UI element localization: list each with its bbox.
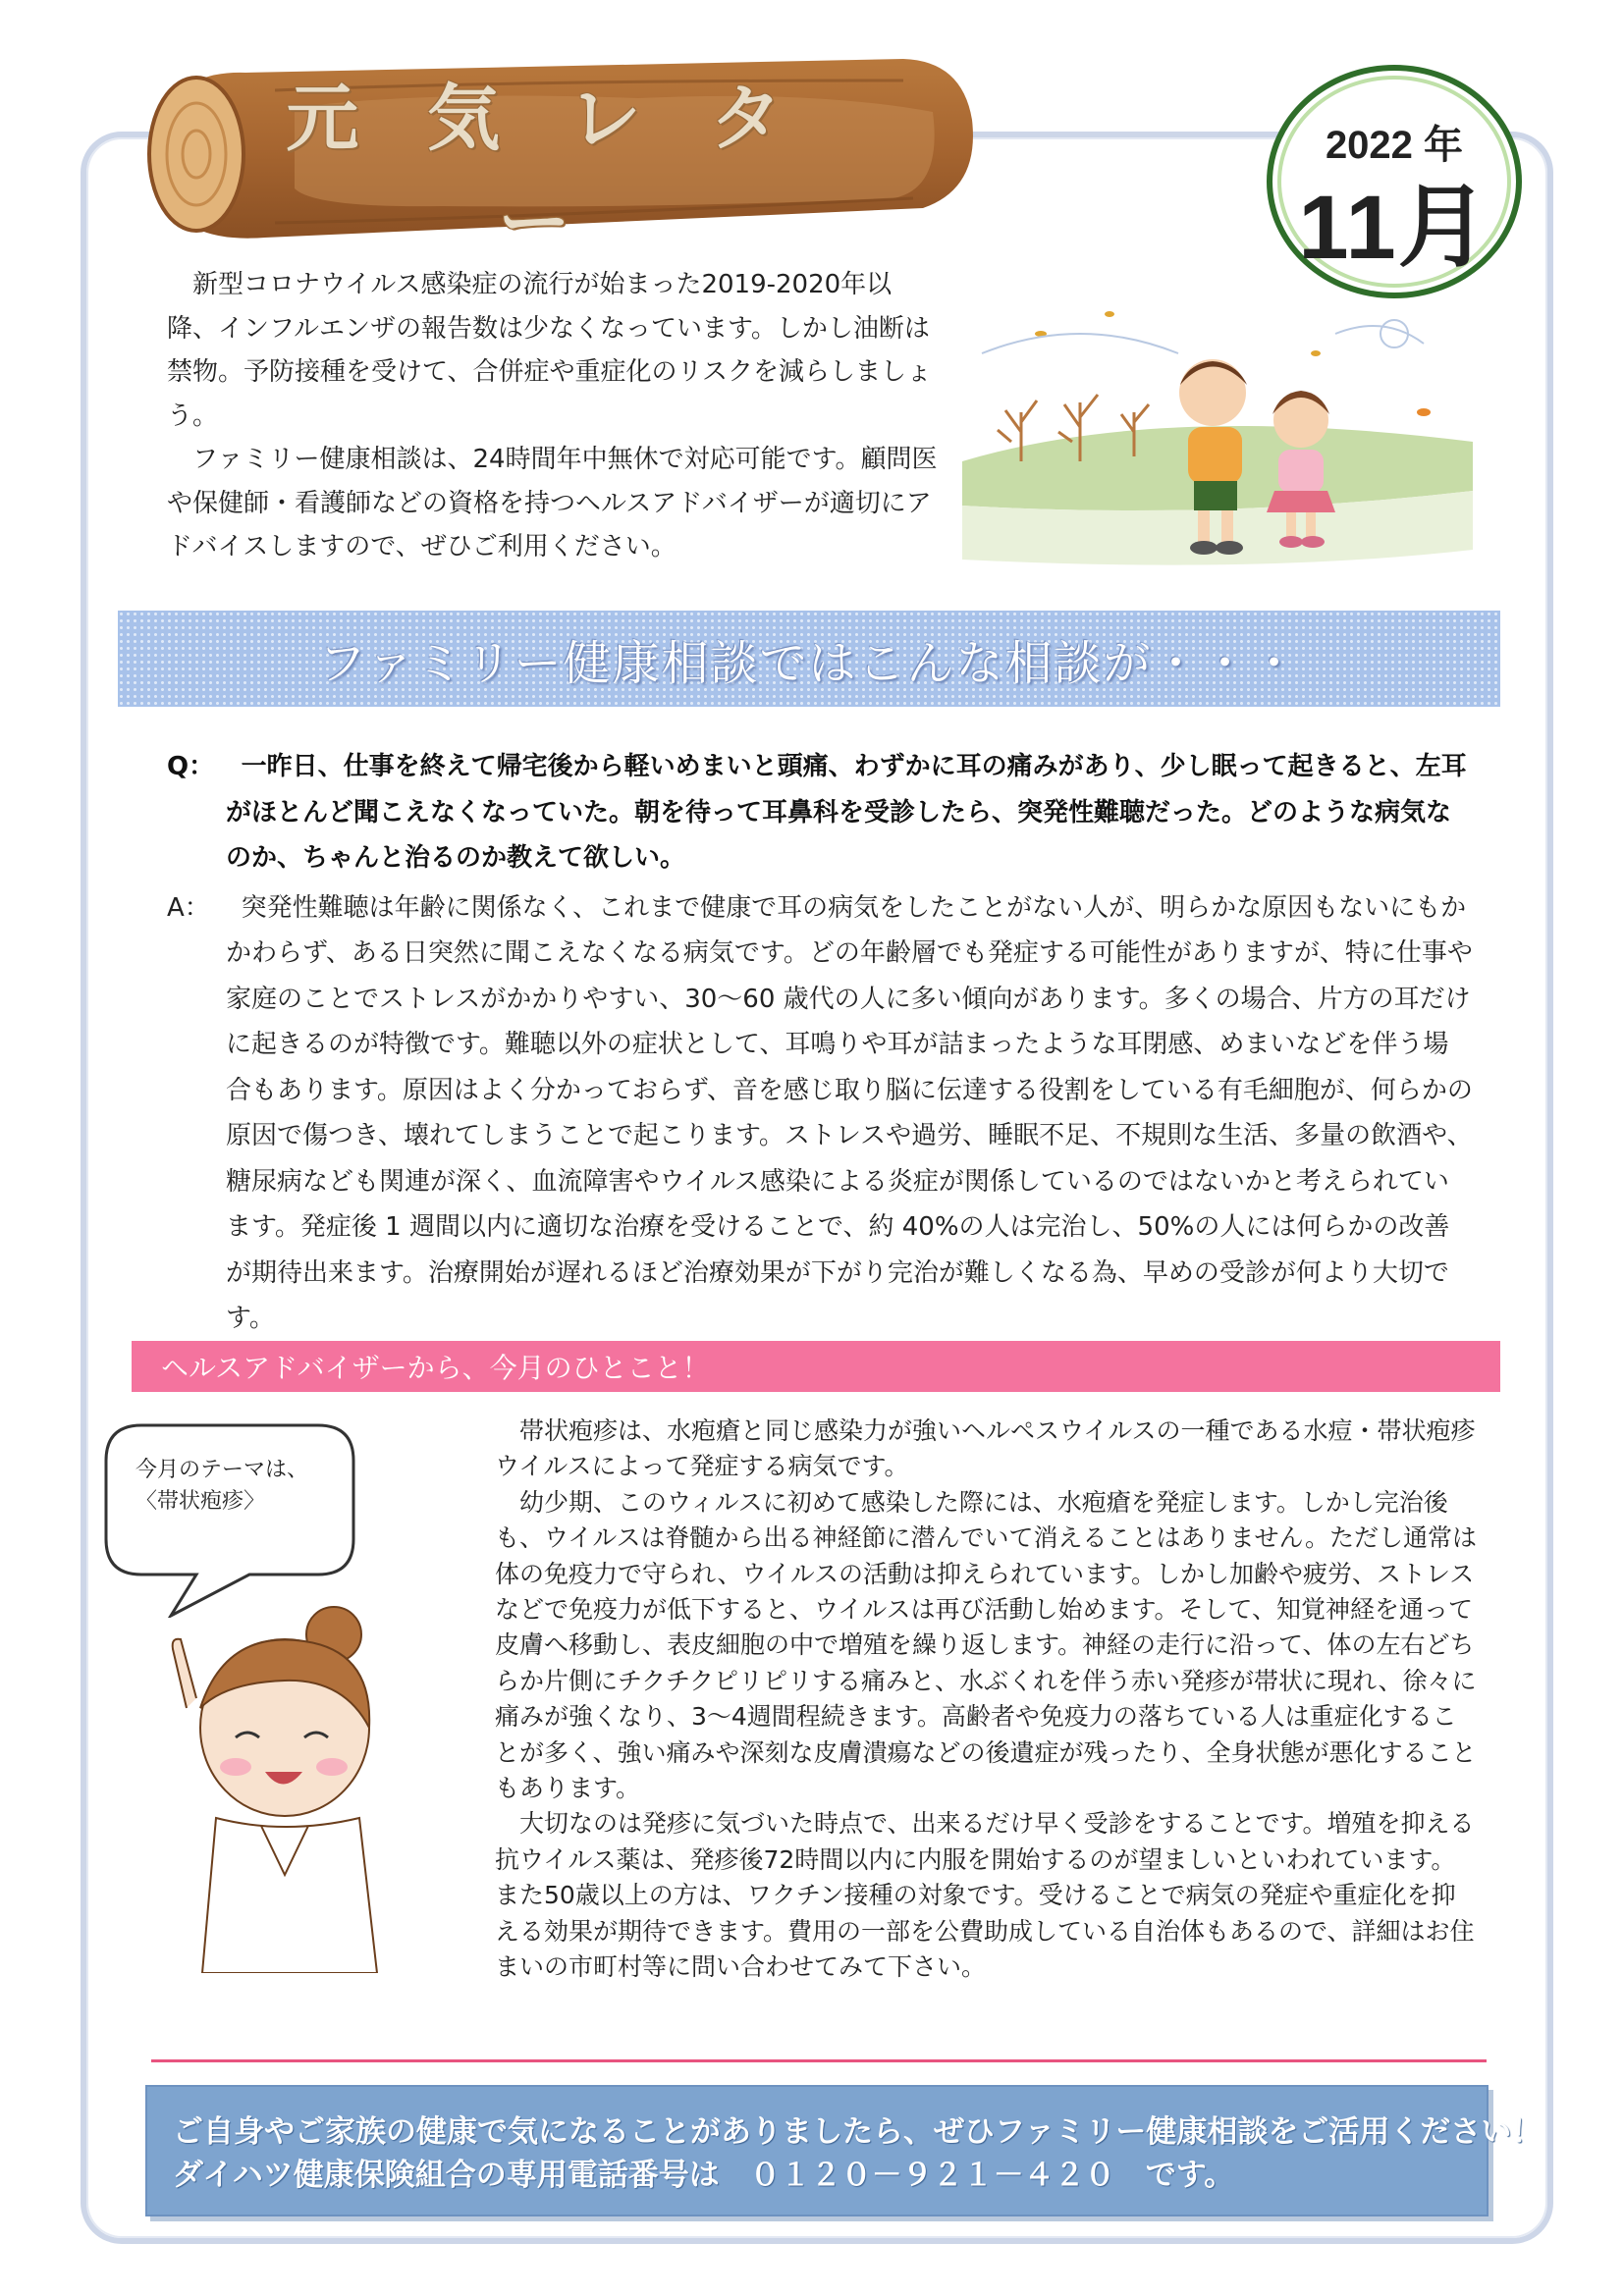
advisor-bar <box>132 1341 1500 1392</box>
question-row <box>167 744 1473 881</box>
qa-section <box>167 744 1473 1342</box>
question-text: 一昨日、仕事を終えて帰宅後から軽いめまいと頭痛、わずかに耳の痛みがあり、少し眠って起きると、左耳がほとんど聞こえなくなっていた。朝を待って耳鼻科を受診したら、突発性難聴だった。どのような病気なのか、ちゃんと治るのか教えて欲しい。 <box>226 752 1467 873</box>
question-label: Q： <box>167 752 215 781</box>
advisor-bar-label: ヘルスアドバイザーから、今月のひとこと！ <box>161 1352 710 1384</box>
bubble-line: 〈帯状疱疹〉 <box>135 1489 266 1514</box>
speech-bubble <box>102 1421 357 1618</box>
section-banner <box>118 611 1500 707</box>
nurse-illustration <box>167 1590 393 1973</box>
intro-paragraph: ファミリー健康相談は、24時間年中無休で対応可能です。顧問医や保健師・看護師などの資格を持つヘルスアドバイザーが適切にアドバイスしますので、ぜひご利用ください。 <box>167 445 938 561</box>
answer-text: 突発性難聴は年齢に関係なく、これまで健康で耳の病気をしたことがない人が、明らかな原因もないにもかかわらず、ある日突然に聞こえなくなる病気です。どの年齢層でも発症する可能性がありますが、特に仕事や家庭のことでストレスがかかりやすい、30～60 歳代の人に多い傾向があります。多くの場合、片方の耳だけに起きるのが特徴です。難聴以外の症状として、耳鳴りや耳が詰まったような耳閉感、めまいなどを伴う場合もあります。原因はよく分かっておらず、音を感じ取り脳に伝達する役割をしている有毛細胞が、何らかの原因で傷つき、壊れてしまうことで起こります。ストレスや過労、睡眠不足、不規則な生活、多量の飲酒や、糖尿病なども関連が深く、血流障害やウイルス感染による炎症が関係しているのではないかと考えられています。発症後 1 週間以内に適切な治療を受けることで、約 40%の人は完治し、50%の人には何らかの改善が期待出来ます。治療開始が遅れるほど治療効果が下がり完治が難しくなる為、早めの受診が何より大切です。 <box>226 892 1473 1333</box>
children-autumn-illustration <box>962 294 1473 579</box>
footer-callout <box>145 2085 1543 2216</box>
speech-bubble-text <box>135 1455 352 1518</box>
date-badge <box>1267 65 1522 298</box>
answer-row <box>167 885 1473 1342</box>
advisor-paragraph: 幼少期、このウィルスに初めて感染した際には、水疱瘡を発症します。しかし完治後も、ウイルスは脊髄から出る神経節に潜んでいて消えることはありません。ただし通常は体の免疫力で守られ、ウイルスの活動は抑えられています。しかし加齢や疲労、ストレスなどで免疫力が低下すると、ウイルスは再び活動し始めます。そして、知覚神経を通って皮膚へ移動し、表皮細胞の中で増殖を繰り返します。神経の走行に沿って、体の左右どちらか片側にチクチクピリピリする痛みと、水ぶくれを伴う赤い発疹が帯状に現れ、徐々に痛みが強くなり、3～4週間程続きます。高齢者や免疫力の落ちている人は重症化することが多く、強い痛みや深刻な皮膚潰瘍などの後遺症が残ったり、全身状態が悪化することもあります。 <box>495 1487 1478 1803</box>
date-month: 11月 <box>1298 178 1490 278</box>
answer-label: A： <box>167 892 210 923</box>
intro-text <box>167 263 943 569</box>
bubble-line: 今月のテーマは、 <box>135 1458 309 1482</box>
intro-paragraph: 新型コロナウイルス感染症の流行が始まった2019-2020年以降、インフルエンザの報告数は少なくなっています。しかし油断は禁物。予防接種を受けて、合併症や重症化のリスクを減らしましょう。 <box>167 270 932 431</box>
footer-phone-line: ダイハツ健康保険組合の専用電話番号は ０１２０－９２１－４２０ です。 <box>173 2158 1235 2193</box>
date-year: 2022 年 <box>1325 124 1464 167</box>
divider <box>151 2059 1487 2062</box>
newsletter-title: 元 気 レ タ ー <box>286 77 804 265</box>
section-banner-title: ファミリー健康相談ではこんな相談が・・・ <box>318 635 1300 691</box>
advisor-paragraph: 大切なのは発疹に気づいた時点で、出来るだけ早く受診をすることです。増殖を抑える抗ウイルス薬は、発疹後72時間以内に内服を開始するのが望ましいといわれています。また50歳以上の方は、ワクチン接種の対象です。受けることで病気の発症や重症化を抑える効果が期待できます。費用の一部を公費助成している自治体もあるので、詳細はお住まいの市町村等に問い合わせてみて下さい。 <box>495 1809 1475 1982</box>
advisor-paragraph: 帯状疱疹は、水疱瘡と同じ感染力が強いヘルペスウイルスの一種である水痘・帯状疱疹ウイルスによって発症する病気です。 <box>495 1416 1476 1481</box>
advisor-text <box>495 1414 1477 1986</box>
footer-line: ご自身やご家族の健康で気になることがありましたら、ぜひファミリー健康相談をご活用ください！ <box>173 2114 1543 2150</box>
